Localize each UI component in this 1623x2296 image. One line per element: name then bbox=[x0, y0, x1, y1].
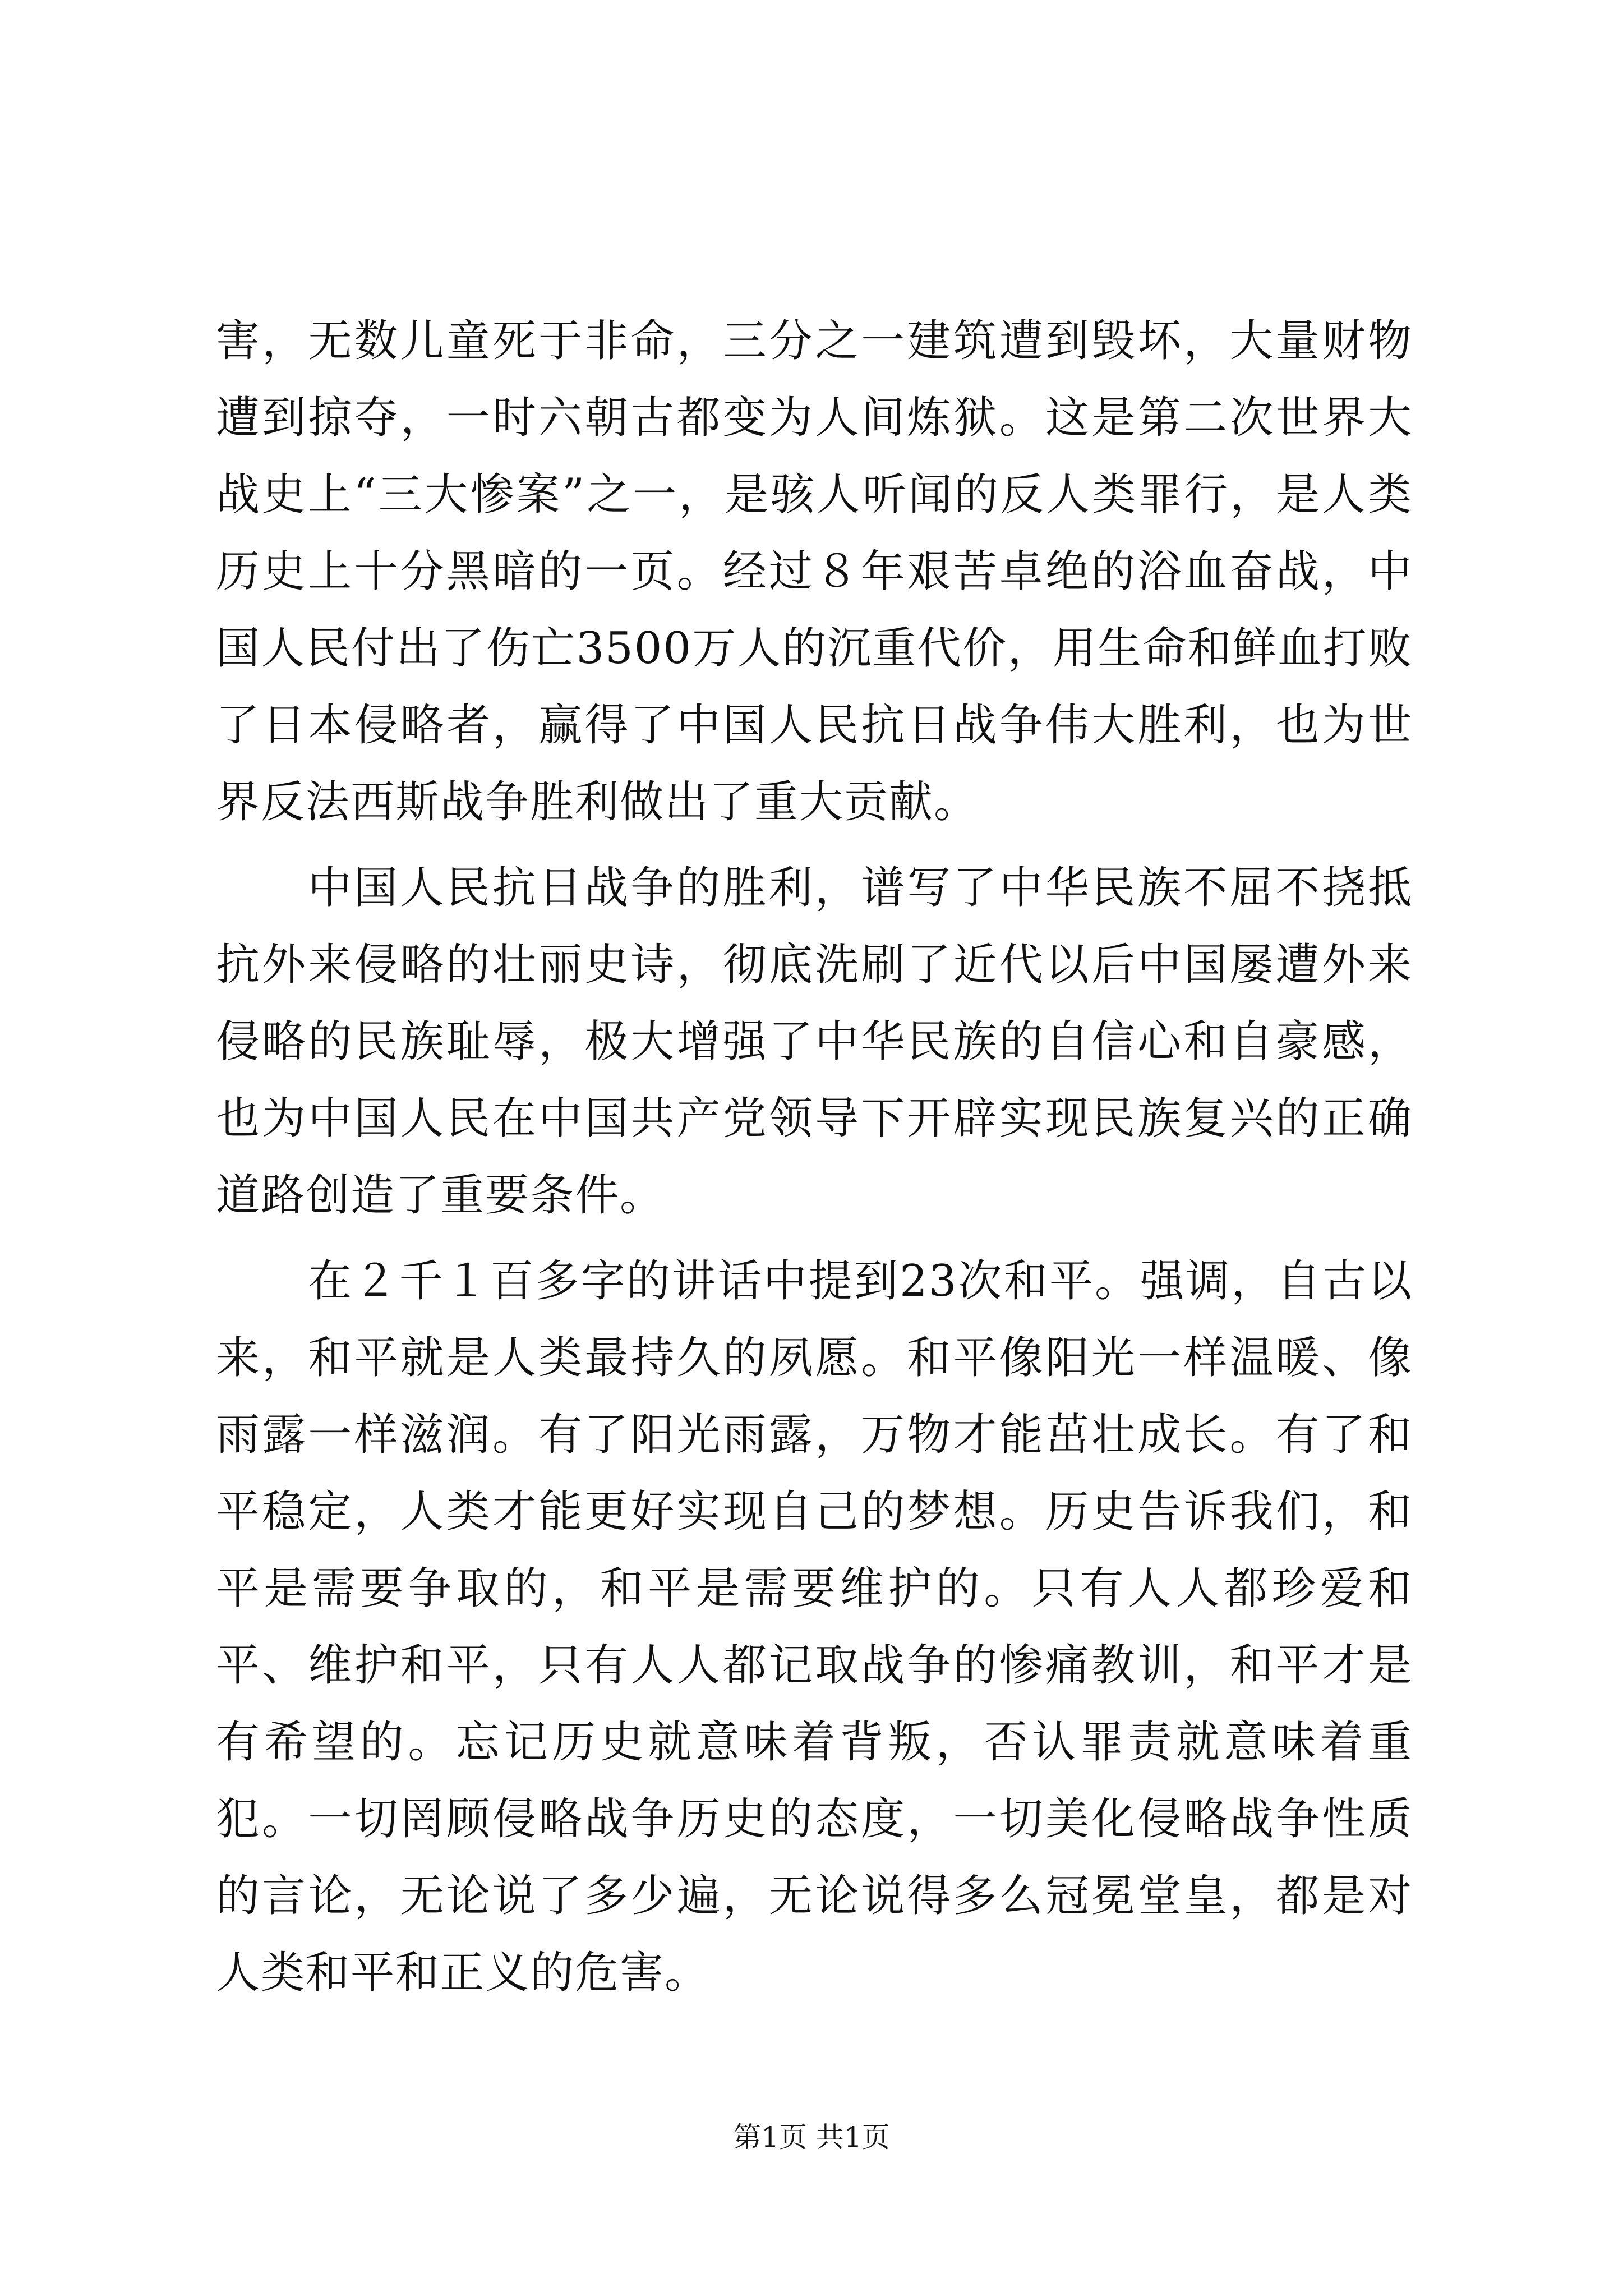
page-number-footer: 第1页 共1页 bbox=[733, 2121, 890, 2154]
paragraph-peace: 在２千１百多字的讲话中提到23次和平。强调，自古以来，和平就是人类最持久的夙愿。和平像阳光一样温暖、像雨露一样滋润。有了阳光雨露，万物才能茁壮成长。有了和平稳定，人类才能更好实现自己的梦想。历史告诉我们，和平是需要争取的，和平是需要维护的。只有人人都珍爱和平、维护和平，只有人人都记取战争的惨痛教训，和平才是有希望的。忘记历史就意味着背叛，否认罪责就意味着重犯。一切罔顾侵略战争历史的态度，一切美化侵略战争性质的言论，无论说了多少遍，无论说得多么冠冕堂皇，都是对人类和平和正义的危害。 bbox=[216, 1256, 1413, 1998]
paragraph-victory-significance: 中国人民抗日战争的胜利，谱写了中华民族不屈不挠抵抗外来侵略的壮丽史诗，彻底洗刷了近代以后中国屡遭外来侵略的民族耻辱，极大增强了中华民族的自信心和自豪感，也为中国人民在中国共产党领导下开辟实现民族复兴的正确道路创造了重要条件。 bbox=[216, 863, 1413, 1221]
document-body bbox=[216, 303, 1413, 2021]
paragraph-continuation: 害，无数儿童死于非命，三分之一建筑遭到毁坏，大量财物遭到掠夺，一时六朝古都变为人间炼狱。这是第二次世界大战史上“三大惨案”之一，是骇人听闻的反人类罪行，是人类历史上十分黑暗的一页。经过８年艰苦卓绝的浴血奋战，中国人民付出了伤亡3500万人的沉重代价，用生命和鲜血打败了日本侵略者，赢得了中国人民抗日战争伟大胜利，也为世界反法西斯战争胜利做出了重大贡献。 bbox=[216, 316, 1413, 827]
